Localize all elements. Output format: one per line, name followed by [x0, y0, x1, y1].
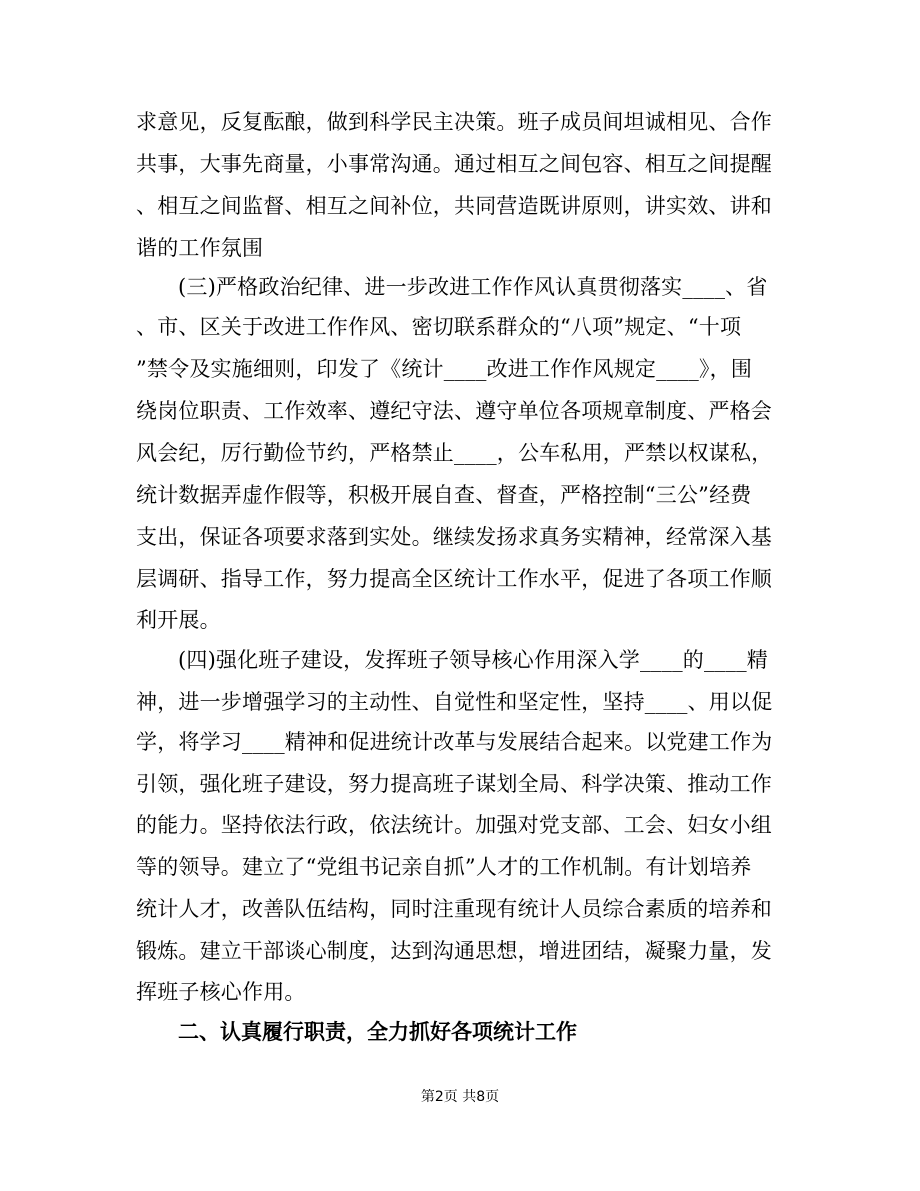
paragraph-1-line-3: 、相互之间监督、相互之间补位，共同营造既讲原则，讲实效、讲和 [136, 194, 772, 218]
paragraph-3-line-2: 神，进一步增强学习的主动性、自觉性和坚定性，坚持____、用以促 [136, 690, 773, 714]
paragraph-2-line-1: (三)严格政治纪律、进一步改进工作作风认真贯彻落实____、省 [178, 275, 768, 299]
paragraph-3-line-8: 锻炼。建立干部谈心制度，达到沟通思想，增进团结，凝聚力量，发 [136, 939, 772, 963]
paragraph-2-line-6: 统计数据弄虚作假等，积极开展自查、督查，严格控制“三公”经费 [136, 483, 752, 507]
paragraph-3-line-9: 挥班子核心作用。 [136, 980, 306, 1004]
paragraph-2-line-4: 绕岗位职责、工作效率、遵纪守法、遵守单位各项规章制度、严格会 [136, 399, 772, 423]
paragraph-3-line-5: 的能力。坚持依法行政，依法统计。加强对党支部、工会、妇女小组 [136, 813, 772, 837]
paragraph-2-line-7: 支出，保证各项要求落到实处。继续发扬求真务实精神，经常深入基 [136, 525, 772, 549]
paragraph-1-line-4: 谐的工作氛围 [136, 236, 264, 260]
paragraph-2-line-2: 、市、区关于改进工作作风、密切联系群众的“八项”规定、“十项 [136, 315, 742, 339]
paragraph-3-line-6: 等的领导。建立了“党组书记亲自抓”人才的工作机制。有计划培养 [136, 855, 752, 879]
paragraph-2-line-8: 层调研、指导工作，努力提高全区统计工作水平，促进了各项工作顺 [136, 567, 772, 591]
paragraph-2-line-9: 利开展。 [136, 608, 221, 632]
paragraph-1-line-1: 求意见，反复酝酿，做到科学民主决策。班子成员间坦诚相见、合作 [136, 110, 772, 134]
paragraph-3-line-7: 统计人才，改善队伍结构，同时注重现有统计人员综合素质的培养和 [136, 897, 772, 921]
paragraph-2-line-3: ”禁令及实施细则，印发了《统计____改进工作作风规定____》，围 [136, 357, 753, 381]
paragraph-2-line-5: 风会纪，厉行勤俭节约，严格禁止____，公车私用，严禁以权谋私， [136, 441, 773, 465]
section-heading: 二、认真履行职责，全力抓好各项统计工作 [178, 1019, 577, 1044]
paragraph-3-line-3: 学，将学习____精神和促进统计改革与发展结合起来。以党建工作为 [136, 730, 773, 754]
paragraph-3-line-4: 引领，强化班子建设，努力提高班子谋划全局、科学决策、推动工作 [136, 772, 772, 796]
paragraph-3-line-1: (四)强化班子建设，发挥班子领导核心作用深入学____的____精 [178, 648, 768, 672]
page-number-footer: 第2页 共8页 [420, 1089, 500, 1105]
paragraph-1-line-2: 共事，大事先商量，小事常沟通。通过相互之间包容、相互之间提醒 [136, 152, 772, 176]
